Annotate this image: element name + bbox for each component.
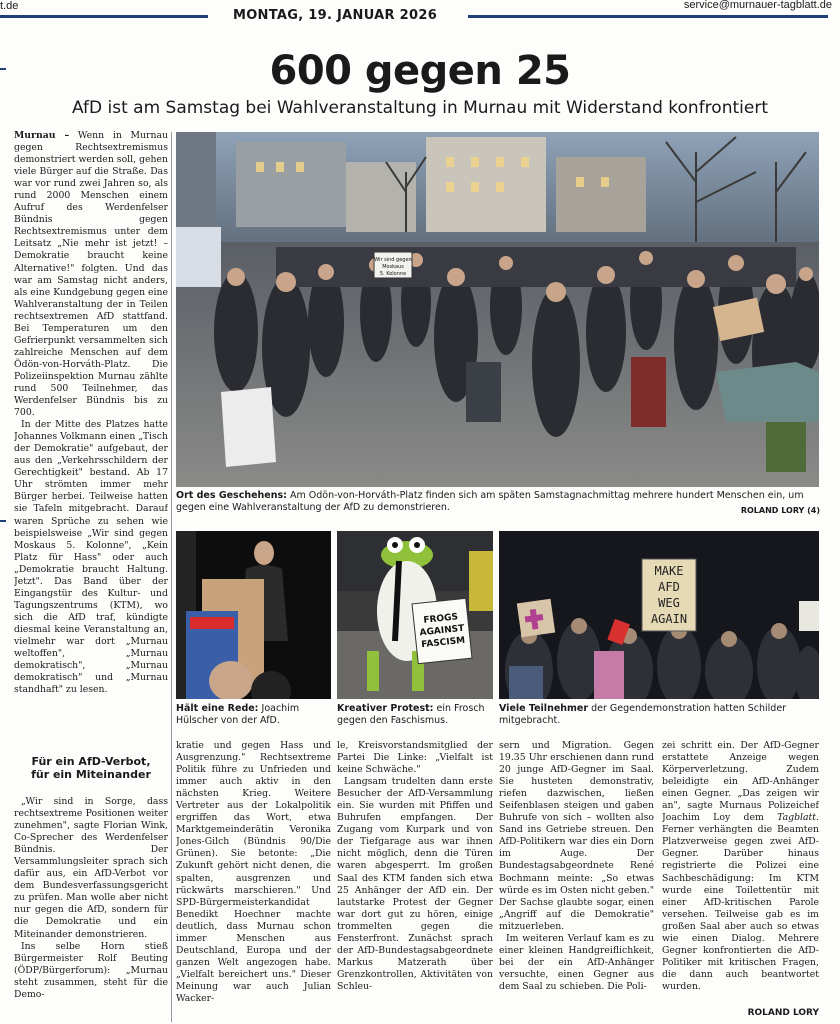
protest-sign-text: Wir sind gegen bbox=[374, 257, 412, 263]
frog-photo-caption: Kreativer Protest: ein Frosch gegen den Faschismus. bbox=[337, 703, 485, 726]
paragraph: sern und Migration. Gegen 19.35 Uhr erschienen dann rund 20 junge AfD-Gegner im Saal. Sie husteten demonstrativ, riefen dazwischen, ließen Seifenblasen steigen und gaben Buhrufe von sich – wollten also Sand ins Getriebe streuen. Den AfD-Politikern war dies ein Dorn im Auge. Der Bundestagsabgeordnete René Bochmann meinte: „So etwas würde es im Osten nicht geben." Der Sachse glaubte sogar, einen „Angriff auf die Demokratie" mitzuerleben. bbox=[499, 740, 654, 932]
header-rule-right bbox=[468, 15, 828, 18]
margin-marker bbox=[0, 520, 6, 522]
protest-sign-text: Moskaus bbox=[382, 264, 404, 270]
headline: 600 gegen 25 bbox=[269, 48, 571, 94]
speech-photo bbox=[176, 531, 331, 699]
speech-photo-caption: Hält eine Rede: Joachim Hülscher von der AfD. bbox=[176, 703, 300, 726]
subheadline: AfD ist am Samstag bei Wahlveranstaltung in Murnau mit Widerstand konfrontiert bbox=[72, 98, 768, 118]
crowd-sign-text: AFD bbox=[658, 580, 680, 594]
frog-costume-photo bbox=[337, 531, 493, 699]
paragraph: le, Kreisvorstandsmitglied der Partei Die Linke: „Vielfalt ist keine Schwäche." bbox=[337, 740, 493, 776]
article-column-4 bbox=[499, 740, 654, 1024]
contact-email: service@murnauer-tagblatt.de bbox=[683, 0, 832, 11]
crowd-sign-text: AGAIN bbox=[650, 612, 688, 626]
frog-sign-text: FROGS bbox=[423, 612, 459, 626]
dateline: Murnau – bbox=[14, 130, 70, 141]
frog-sign-text: AGAINST bbox=[419, 623, 465, 639]
speaker-at-podium-photo bbox=[176, 531, 331, 699]
paragraph: In der Mitte des Platzes hatte Johannes Volkmann einen „Tisch der Demokratie" aufgebaut, der aus den „Verkehrsschildern der Gerechtigkeit" bestand. Ab 17 Uhr strömten immer mehr Bürger herbei. Teilweise hatten sie Tafeln mitgebracht. Darauf waren Sprüche zu sehen wie beispielsweise „Wir sind gegen Moskaus 5. Kolonne", „Kein Platz für Hass" oder auch „Demokratie braucht Haltung. Jetzt". Das Band über der Eingangstür des Kultur- und Tagungszentrums (KTM), wo sich die AfD traf, kündigte diesmal keine Veranstaltung an, vielmehr war dort „Murnau weltoffen", „Murnau demokratisch", „Murnau demokratisch" und „Murnau standhaft" zu lesen. bbox=[14, 419, 168, 696]
article-column-5 bbox=[662, 740, 819, 1010]
section-subheading: Für ein AfD-Verbot, für ein Miteinander bbox=[31, 755, 151, 781]
article-column-2: kratie und gegen Hass und Ausgrenzung." Rechtsextreme Politik führe zu Unfrieden und immer auch aktiv in den nächsten Krieg. Weitere Vertreter aus der Lokalpolitik ergriffen das Wort, etwa Marktgemeinderätin Veronika Jones-Gilch (Bündnis 90/Die Grünen). Sie betonte: „Die Zukunft gehört nicht denen, die spalten, ausgrenzen und rückwärts marschieren." Und SPD-Bürgermeisterkandidat Benedikt Hoechner machte deutlich, dass Murnau schon immer Menschen aus Deutschland, Europa und der ganzen Welt angezogen habe. „Vielfalt bereichert uns." Dieser Meinung war auch Julian Wacker- bbox=[176, 740, 331, 1004]
night-crowd-photo bbox=[499, 531, 819, 699]
photo-credit: ROLAND LORY (4) bbox=[740, 506, 820, 515]
paragraph: Im weiteren Verlauf kam es zu einer kleinen Handgreiflichkeit, bei der ein AfD-Anhänger versuchte, einen Gegner aus dem Saal zu schieben. Die Poli- bbox=[499, 932, 654, 992]
frog-sign-text: FASCISM bbox=[420, 635, 466, 651]
issue-date: MONTAG, 19. JANUAR 2026 bbox=[232, 8, 438, 23]
crowd-sign-text: WEG bbox=[658, 596, 680, 610]
article-column-1-lower bbox=[14, 796, 168, 1024]
protest-sign-text: 5. Kolonne bbox=[379, 271, 407, 277]
crowd-sign-text: MAKE bbox=[654, 564, 684, 578]
paragraph: Ins selbe Horn stieß Bürgermeister Rolf Beuting (ÖDP/Bürgerforum): „Murnau steht zusammen, steht für die Demo- bbox=[14, 940, 168, 1000]
lead-paragraph: Murnau – Wenn in Murnau gegen Rechtsextremismus demonstriert werden soll, gehen viele Bürger auf die Straße. Das war vor rund zwei Jahren so, als rund 2000 Menschen einem Aufruf des Werdenfelser Bündnis gegen Rechtsextremismus unter dem Leitsatz „Nie mehr ist jetzt! – Demokratie braucht keine Alternative!" folgten. Und das war am Samstag nicht anders, als eine Kundgebung gegen eine Wahlveranstaltung der in Teilen rechtsextremen AfD stattfand. Bei Temperaturen um den Gefrierpunkt versammelten sich zahlreiche Menschen auf dem Ödön-von-Horváth-Platz. Die Polizeiinspektion Murnau zählte rund 500 Teilnehmer, das Werdenfelser Bündnis bis zu 700. bbox=[14, 130, 168, 419]
masthead-left-fragment: t.de bbox=[0, 0, 19, 12]
author-byline: ROLAND LORY bbox=[747, 1008, 819, 1018]
frog-photo bbox=[337, 531, 493, 699]
paragraph: Langsam trudelten dann erste Besucher der AfD-Versammlung ein. Sie wurden mit Pfiffen und Buhrufen empfangen. Der Zugang vom Kurpark und von der Tiefgarage aus war ihnen nicht möglich, denn die Türen waren abgesperrt. Im großen Saal des KTM fanden sich etwa 25 Anhänger der AfD ein. Der lautstarke Protest der Gegner war dort gut zu hören, einige trommelten gegen die Fensterfront. Zunächst sprach der AfD-Bundestagsabgeordnete Markus Matzerath über Grenzkontrollen, Aktivitäten von Schleu- bbox=[337, 776, 493, 992]
column-divider bbox=[171, 132, 172, 1022]
crowd-square-photo bbox=[176, 132, 819, 487]
article-column-1-upper bbox=[14, 130, 168, 740]
paragraph: zei schritt ein. Der AfD-Gegner erstattete Anzeige wegen Körperverletzung. Zudem beleidigte ein AfD-Anhänger einen Gegner. „Das zeigen wir an", sagte Murnaus Polizeichef Joachim Loy dem Tagblatt. Ferner verhängten die Beamten Platzverweise gegen zwei AfD-Gegner. Darüber hinaus registrierte die Polizei eine Sachbeschädigung: Im KTM wurde eine Toilettentür mit einer AfD-kritischen Parole versehen. Teilweise gab es im großen Saal aber auch so etwas wie einen Dialog. Mehrere Gegner konfrontierten die AfD-Politiker mit kritischen Fragen, die dann auch beantwortet wurden. bbox=[662, 740, 819, 992]
main-photo-caption: Ort des Geschehens: Am Ödön-von-Horváth-Platz finden sich am späten Samstagnachmittag mehrere hundert Menschen ein, um gegen eine Wahlveranstaltung der AfD zu demonstrieren. bbox=[176, 490, 804, 513]
crowd-signs-photo bbox=[499, 531, 819, 699]
crowd-photo-caption: Viele Teilnehmer der Gegendemonstration hatten Schilder mitgebracht. bbox=[499, 703, 787, 726]
article-column-3 bbox=[337, 740, 493, 1024]
main-photo bbox=[176, 132, 819, 487]
paragraph: „Wir sind in Sorge, dass rechtsextreme Positionen weiter zunehmen", sagte Florian Wink, Co-Sprecher des Werdenfelser Bündnis. Der Versammlungsleiter sprach sich dafür aus, ein AfD-Verbot vor dem Bundesverfassungsgericht zu prüfen. Man wolle aber nicht nur gegen die AfD, sondern für die Demokratie und ein Miteinander demonstrieren. bbox=[14, 796, 168, 940]
header-rule-left bbox=[0, 15, 208, 18]
